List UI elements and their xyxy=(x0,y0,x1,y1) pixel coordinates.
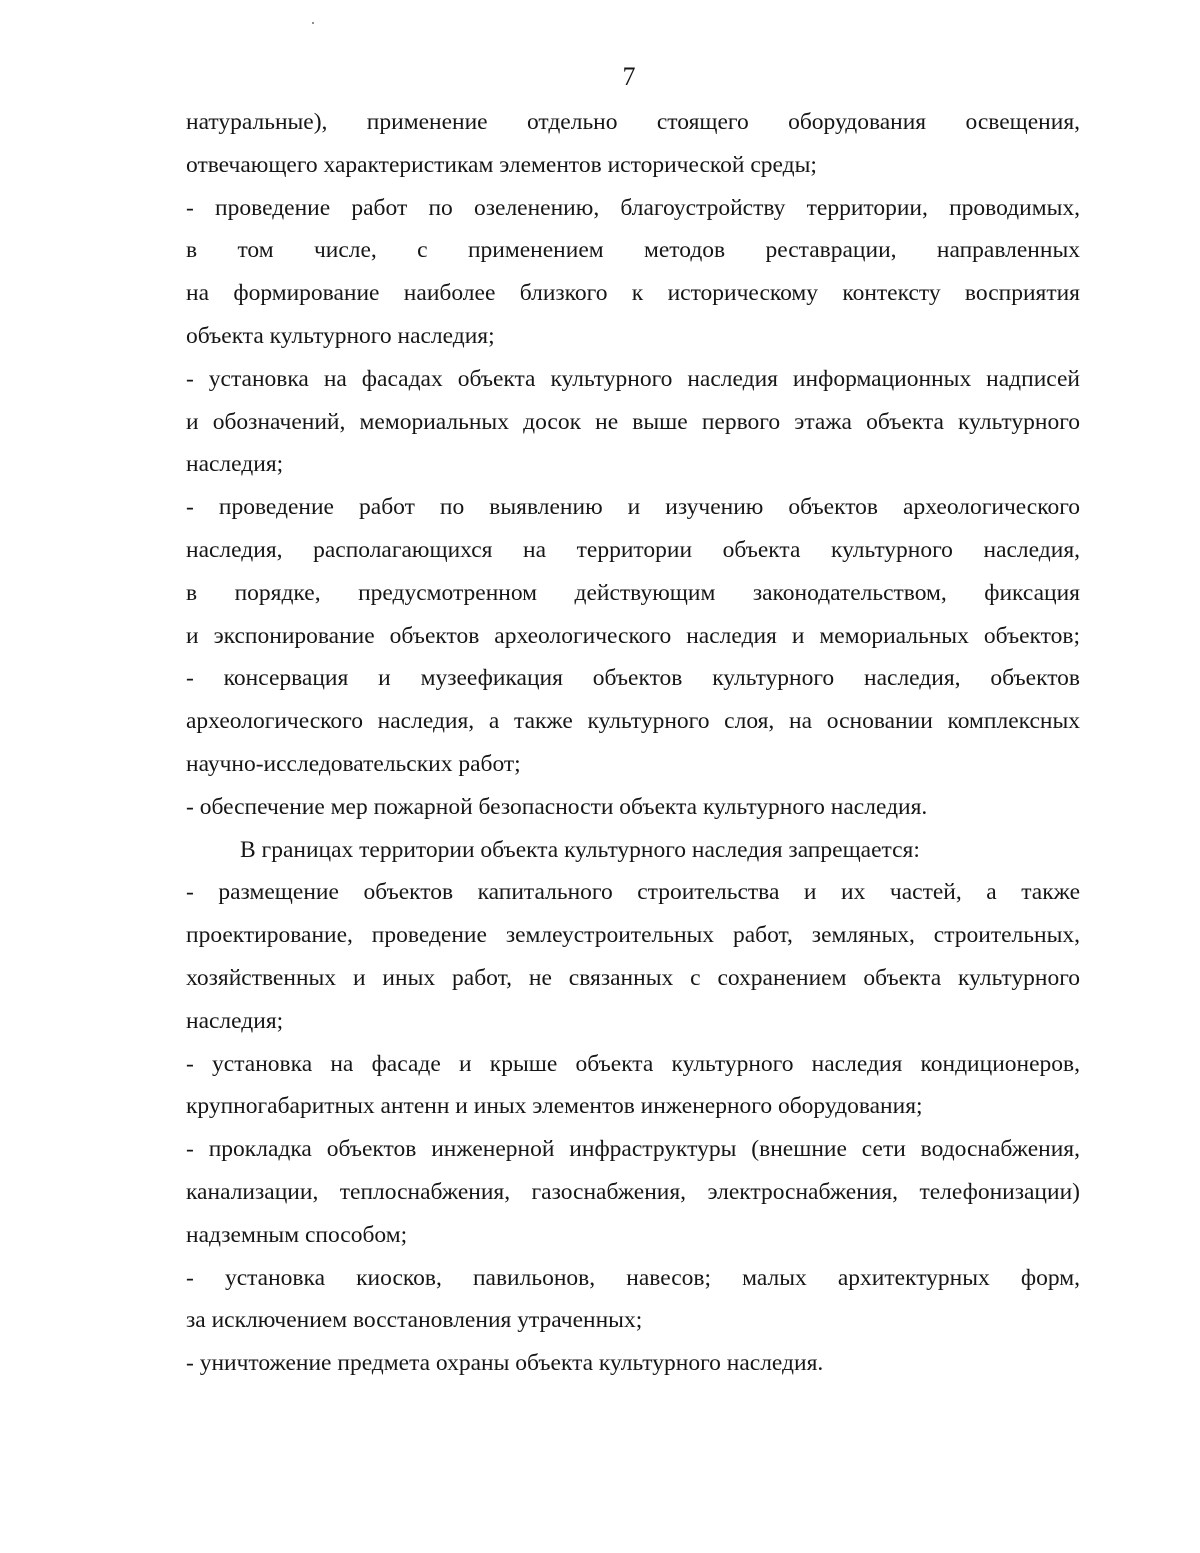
text-line: - установка на фасадах объекта культурного наследия информационных надписей xyxy=(186,365,1080,392)
text-line: за исключением восстановления утраченных; xyxy=(186,1307,643,1334)
text-line: научно-исследовательских работ; xyxy=(186,750,521,777)
text-line: на формирование наиболее близкого к историческому контексту восприятия xyxy=(186,280,1080,307)
text-line: крупногабаритных антенн и иных элементов инженерного оборудования; xyxy=(186,1093,923,1120)
text-line: проектирование, проведение землеустроительных работ, земляных, строительных, xyxy=(186,922,1080,949)
text-line: - установка киосков, павильонов, навесов; малых архитектурных форм, xyxy=(186,1264,1080,1291)
text-line: - установка на фасаде и крыше объекта культурного наследия кондиционеров, xyxy=(186,1050,1080,1077)
text-line: - проведение работ по выявлению и изучению объектов археологического xyxy=(186,494,1080,521)
document-body xyxy=(186,101,1080,1385)
text-line: археологического наследия, а также культурного слоя, на основании комплексных xyxy=(186,708,1080,735)
text-line: - консервация и музеефикация объектов культурного наследия, объектов xyxy=(186,665,1080,692)
text-line: - уничтожение предмета охраны объекта культурного наследия. xyxy=(186,1350,824,1377)
text-line: - размещение объектов капитального строительства и их частей, а также xyxy=(186,879,1080,906)
text-line: объекта культурного наследия; xyxy=(186,322,495,349)
paragraph-heading: В границах территории объекта культурного наследия запрещается: xyxy=(240,836,920,863)
scan-speck xyxy=(312,22,314,24)
text-line: отвечающего характеристикам элементов исторической среды; xyxy=(186,151,817,178)
text-line: - прокладка объектов инженерной инфраструктуры (внешние сети водоснабжения, xyxy=(186,1136,1080,1163)
text-line: и экспонирование объектов археологического наследия и мемориальных объектов; xyxy=(186,622,1080,649)
text-line: - проведение работ по озеленению, благоустройству территории, проводимых, xyxy=(186,194,1080,221)
text-line: наследия; xyxy=(186,1007,284,1034)
text-line: и обозначений, мемориальных досок не выше первого этажа объекта культурного xyxy=(186,408,1080,435)
text-line: надземным способом; xyxy=(186,1221,408,1248)
text-line: наследия; xyxy=(186,451,284,478)
text-line: - обеспечение мер пожарной безопасности объекта культурного наследия. xyxy=(186,793,928,820)
text-line: хозяйственных и иных работ, не связанных с сохранением объекта культурного xyxy=(186,964,1080,991)
text-line: в том числе, с применением методов реставрации, направленных xyxy=(186,237,1080,264)
page-number: 7 xyxy=(622,62,636,91)
text-line: натуральные), применение отдельно стоящего оборудования освещения, xyxy=(186,109,1080,135)
text-line: в порядке, предусмотренном действующим законодательством, фиксация xyxy=(186,579,1080,606)
text-line: наследия, располагающихся на территории объекта культурного наследия, xyxy=(186,536,1080,563)
text-line: канализации, теплоснабжения, газоснабжения, электроснабжения, телефонизации) xyxy=(186,1178,1080,1205)
